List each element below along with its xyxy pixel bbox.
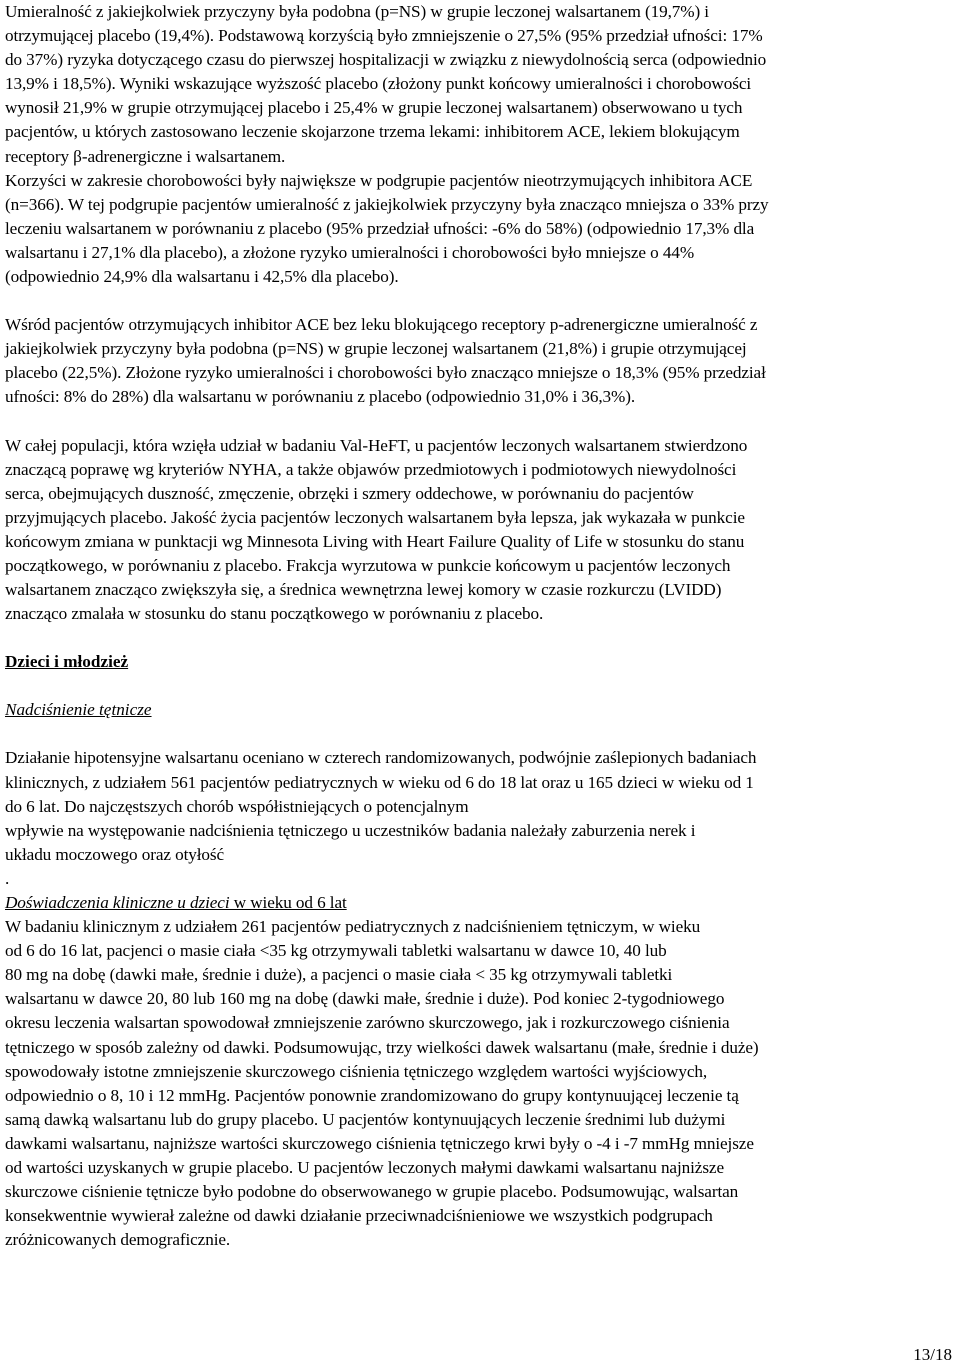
text-line: pacjentów, u których zastosowano leczenie skojarzone trzema lekami: inhibitorem ACE, lekiem blokującym <box>5 122 740 142</box>
text-line: jakiejkolwiek przyczyny była podobna (p=NS) w grupie leczonej walsartanem (21,8%) i grupie otrzymującej <box>5 339 747 359</box>
paragraph-pediatric-study <box>5 915 955 1252</box>
text-line: 13,9% i 18,5%). Wyniki wskazujące wyższość placebo (złożony punkt końcowy umieralności i chorobowości <box>5 74 752 94</box>
paragraph-hypotensive-studies <box>5 746 955 891</box>
text-line: układu moczowego oraz otyłość <box>5 844 225 864</box>
subheading-rest-part: w wieku od 6 lat <box>229 893 347 912</box>
text-line: walsartanu w dawce 20, 80 lub 160 mg na dobę (dawki małe, średnie i duże). Pod koniec 2-tygodniowego <box>5 989 725 1009</box>
text-line: serca, obejmujących duszność, zmęczenie, obrzęki i szmery oddechowe, w porównaniu do pacjentów <box>5 483 694 503</box>
paragraph-val-heft <box>5 434 955 627</box>
text-line: placebo (22,5%). Złożone ryzyko umieralności i chorobowości było znacząco mniejsze o 18,3% (95% przedział <box>5 363 766 383</box>
text-line: wynosił 21,9% w grupie otrzymującej placebo i 25,4% w grupie leczonej walsartanem) obserwowano u tych <box>5 98 743 118</box>
section-heading-hypertension: Nadciśnienie tętnicze <box>5 700 152 720</box>
paragraph-spacer <box>5 289 955 313</box>
paragraph-spacer <box>5 722 955 746</box>
text-line: W całej populacji, która wzięła udział w badaniu Val-HeFT, u pacjentów leczonych walsartanem stwierdzono <box>5 435 748 455</box>
text-line: W badaniu klinicznym z udziałem 261 pacjentów pediatrycznych z nadciśnieniem tętniczym, w wieku <box>5 917 701 937</box>
text-line: receptory β-adrenergiczne i walsartanem. <box>5 146 286 166</box>
text-line: konsekwentnie wywierał zależne od dawki działanie przeciwnadciśnieniowe we wszystkich podgrupach <box>5 1206 713 1226</box>
text-line: otrzymującej placebo (19,4%). Podstawową korzyścią było zmniejszenie o 27,5% (95% przedział ufności: 17% <box>5 26 763 46</box>
text-line: . <box>5 868 10 888</box>
subheading-italic-part: Doświadczenia kliniczne u dzieci <box>5 893 230 912</box>
text-line: walsartanem znacząco zwiększyła się, a średnica wewnętrzna lewej komory w czasie rozkurczu (LVIDD) <box>5 580 722 600</box>
page-number: 13/18 <box>913 1345 952 1364</box>
paragraph-spacer <box>5 674 955 698</box>
text-line: tętniczego w sposób zależny od dawki. Podsumowując, trzy wielkości dawek walsartanu (małe, średnie i duże) <box>5 1037 759 1057</box>
text-line: od wartości uzyskanych w grupie placebo. U pacjentów leczonych małymi dawkami walsartanu najniższe <box>5 1158 724 1178</box>
text-line: końcowym zmiana w punktacji wg Minnesota Living with Heart Failure Quality of Life w stosunku do stanu <box>5 531 745 551</box>
text-line: ufności: 8% do 28%) dla walsartanu w porównaniu z placebo (odpowiednio 31,0% i 36,3%). <box>5 387 636 407</box>
text-line: odpowiednio o 8, 10 i 12 mmHg. Pacjentów ponownie zrandomizowano do grupy kontynuującej leczenie tą <box>5 1085 739 1105</box>
text-line: Wśród pacjentów otrzymujących inhibitor ACE bez leku blokującego receptory p-adrenergiczne umieralność z <box>5 315 758 335</box>
text-line: znacząco zmalała w stosunku do stanu początkowego w porównaniu z placebo. <box>5 604 544 624</box>
text-line: od 6 do 16 lat, pacjenci o masie ciała <35 kg otrzymywali tabletki walsartanu w dawce 10, 40 lub <box>5 941 667 961</box>
text-line: początkowego, w porównaniu z placebo. Frakcja wyrzutowa w punkcie końcowym u pacjentów leczonych <box>5 555 731 575</box>
paragraph-spacer <box>5 410 955 434</box>
text-line: do 37%) ryzyka dotyczącego czasu do pierwszej hospitalizacji w związku z niewydolnością serca (odpowiednio <box>5 50 767 70</box>
paragraph-ace-inhibitor <box>5 313 955 409</box>
text-line: samą dawką walsartanu lub do grupy placebo. U pacjentów kontynuujących leczenie średnimi lub dużymi <box>5 1109 726 1129</box>
text-line: (odpowiednio 24,9% dla walsartanu i 42,5% dla placebo). <box>5 267 399 287</box>
text-line: Działanie hipotensyjne walsartanu oceniano w czterech randomizowanych, podwójnie zaślepionych badaniach <box>5 748 757 768</box>
document-page <box>5 0 955 1252</box>
text-line: skurczowe ciśnienie tętnicze było podobne do obserwowanego w grupie placebo. Podsumowując, walsartan <box>5 1182 739 1202</box>
text-line: zróżnicowanych demograficznie. <box>5 1230 231 1250</box>
text-line: przyjmujących placebo. Jakość życia pacjentów leczonych walsartanem była lepsza, jak wykazała w punkcie <box>5 507 745 527</box>
text-line: do 6 lat. Do najczęstszych chorób współistniejących o potencjalnym <box>5 796 469 816</box>
text-line: wpływie na występowanie nadciśnienia tętniczego u uczestników badania należały zaburzenia nerek i <box>5 820 696 840</box>
subheading-line <box>5 891 955 915</box>
text-line: 80 mg na dobę (dawki małe, średnie i duże), a pacjenci o masie ciała < 35 kg otrzymywali tabletki <box>5 965 673 985</box>
text-line: Umieralność z jakiejkolwiek przyczyny była podobna (p=NS) w grupie leczonej walsartanem (19,7%) i <box>5 2 709 21</box>
text-line: spowodowały istotne zmniejszenie skurczowego ciśnienia tętniczego względem wartości wyjściowych, <box>5 1061 708 1081</box>
text-line: walsartanu i 27,1% dla placebo), a złożone ryzyko umieralności i chorobowości było mniejsze o 44% <box>5 242 695 262</box>
paragraph-spacer <box>5 626 955 650</box>
text-line: klinicznych, z udziałem 561 pacjentów pediatrycznych w wieku od 6 do 18 lat oraz u 165 dzieci w wieku od 1 <box>5 772 754 792</box>
section-heading-children: Dzieci i młodzież <box>5 652 129 672</box>
subheading-clinical-experience <box>5 891 955 915</box>
text-line: (n=366). W tej podgrupie pacjentów umieralność z jakiejkolwiek przyczyny była znacząco mniejsza o 33% przy <box>5 194 769 214</box>
text-line: Korzyści w zakresie chorobowości były największe w podgrupie pacjentów nieotrzymujących inhibitora ACE <box>5 170 753 190</box>
text-line: dawkami walsartanu, najniższe wartości skurczowego ciśnienia tętniczego krwi były o -4 i -7 mmHg mniejsze <box>5 1133 754 1153</box>
text-line: leczeniu walsartanem w porównaniu z placebo (95% przedział ufności: -6% do 58%) (odpowiednio 17,3% dla <box>5 218 755 238</box>
text-line: znaczącą poprawę wg kryteriów NYHA, a także objawów przedmiotowych i podmiotowych niewydolności <box>5 459 737 479</box>
paragraph-mortality-results <box>5 0 955 289</box>
text-line: okresu leczenia walsartan spowodował zmniejszenie zarówno skurczowego, jak i rozkurczowego ciśnienia <box>5 1013 730 1033</box>
